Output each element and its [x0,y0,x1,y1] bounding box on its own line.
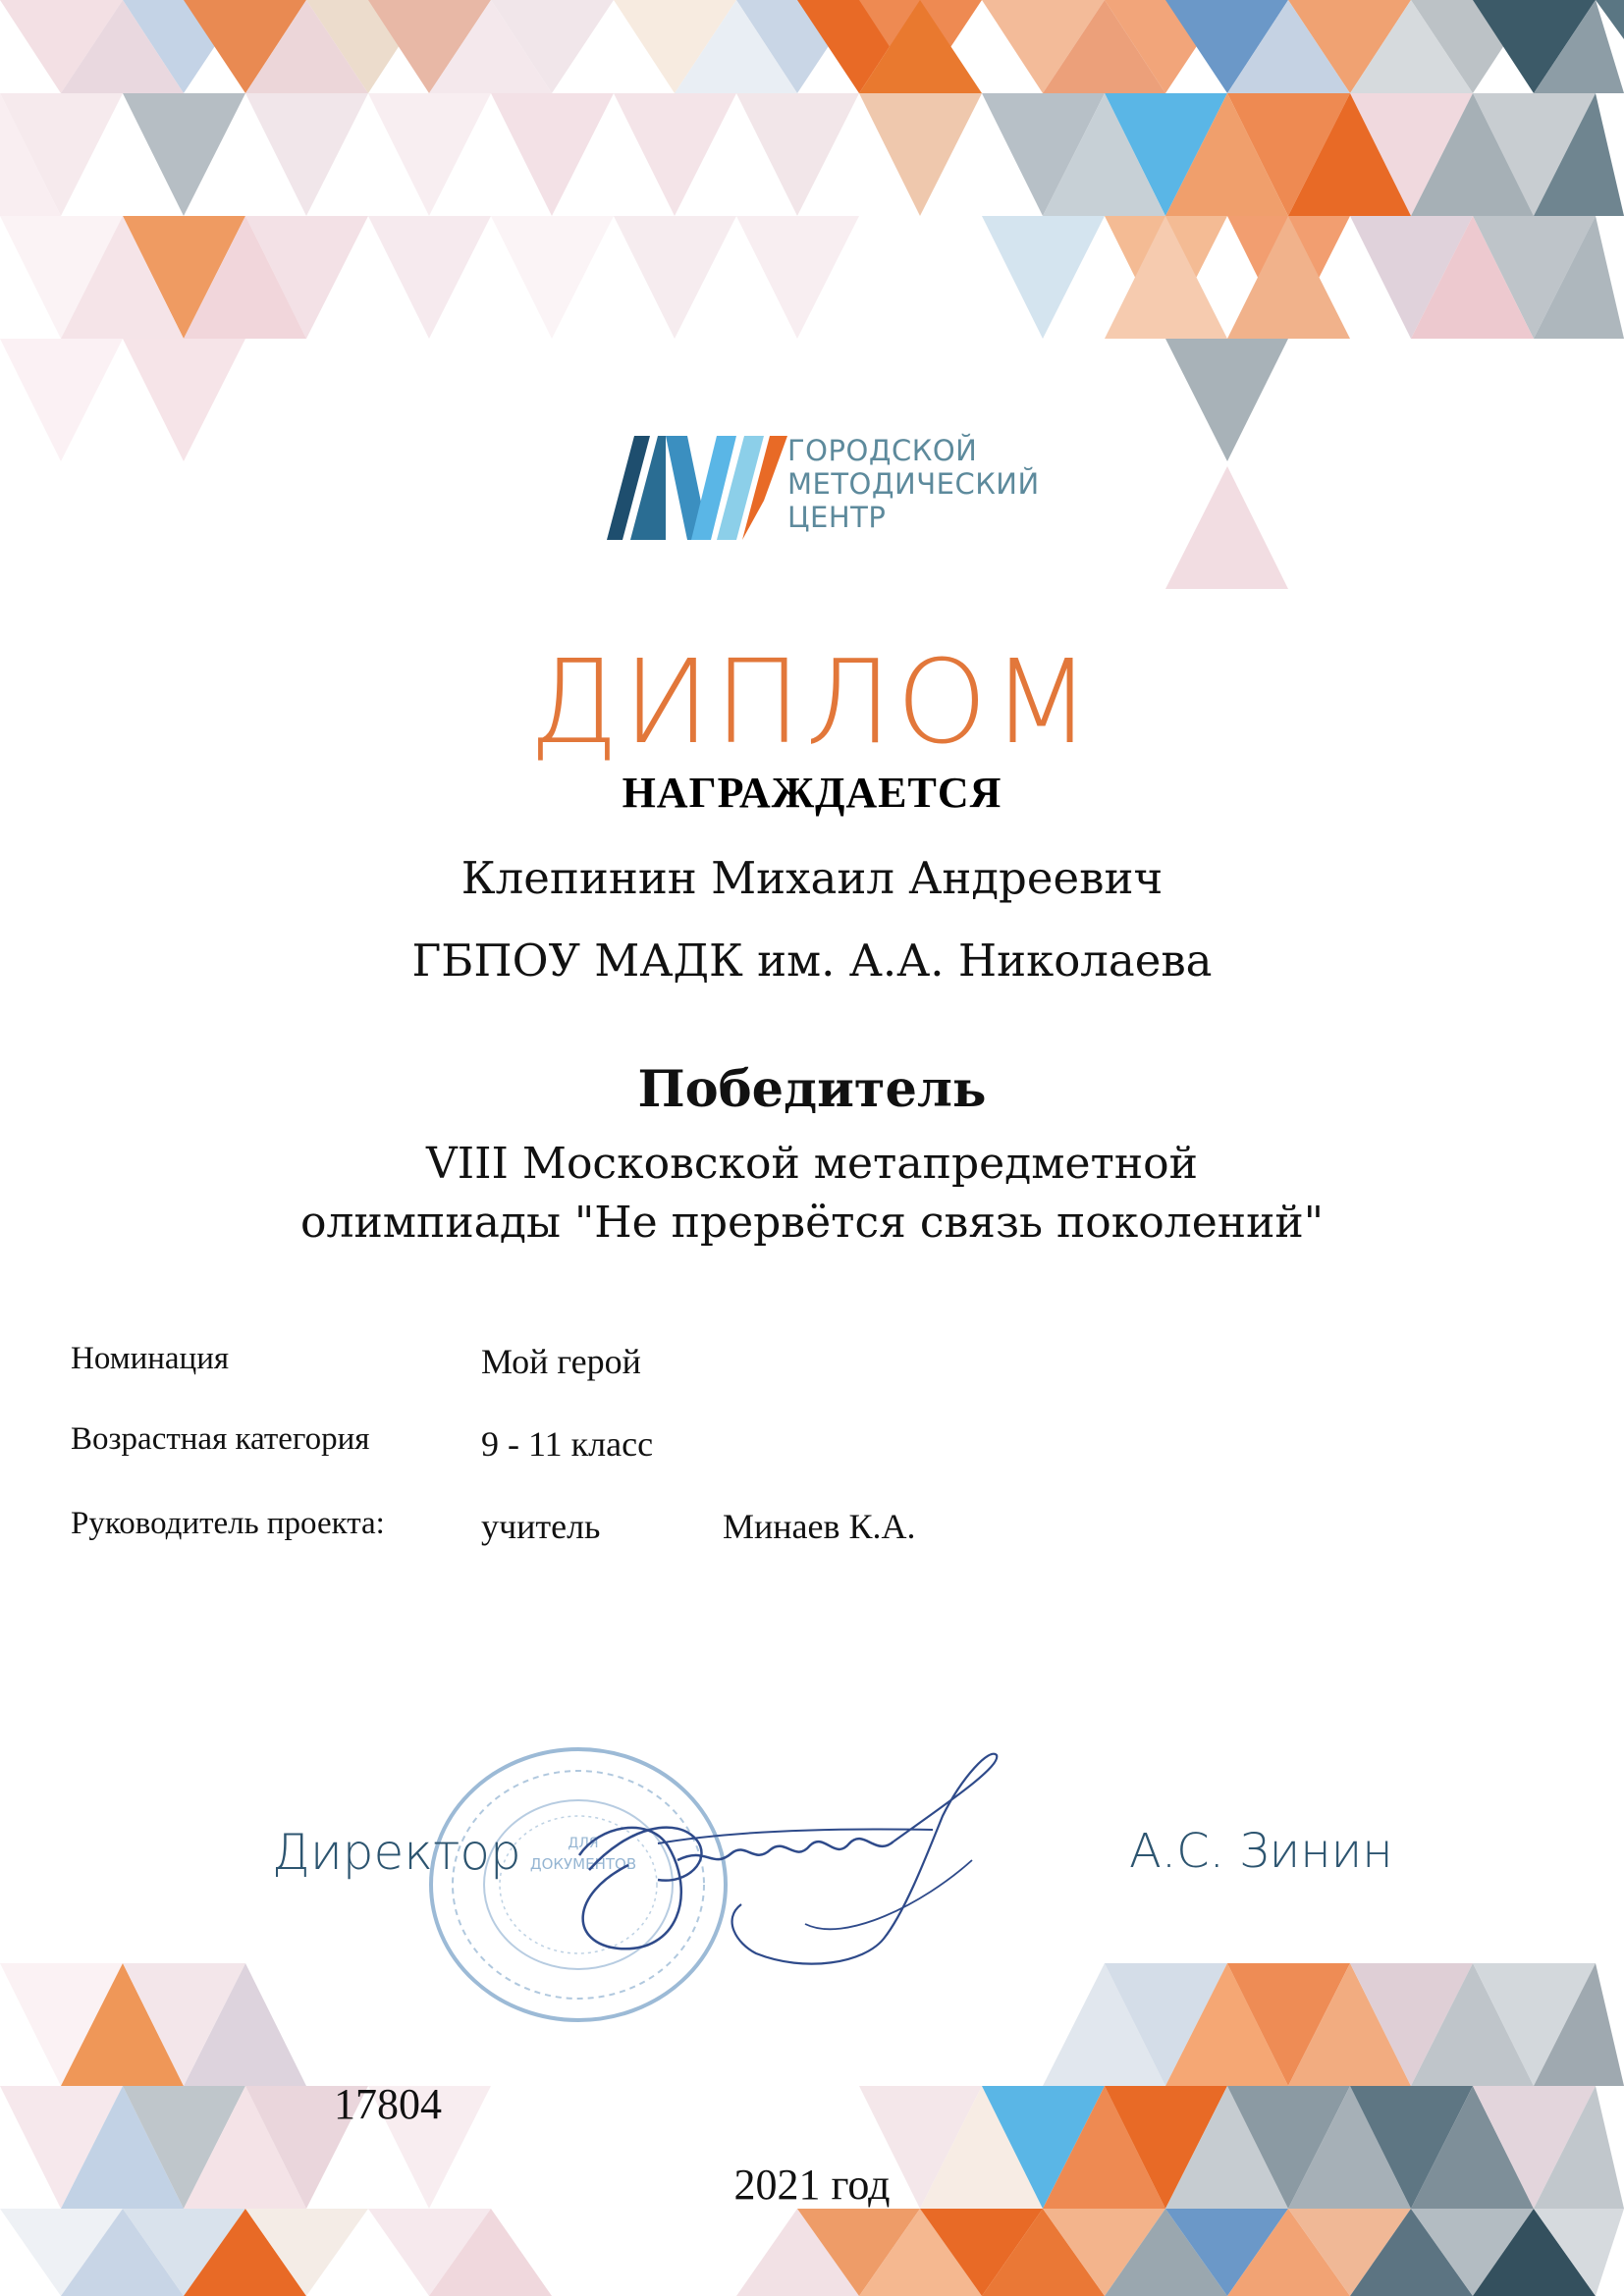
supervisor-name: Минаев К.А. [723,1507,916,1546]
supervisor-role: учитель [481,1507,601,1546]
diploma-number: 17804 [334,2080,442,2128]
age-category-value: 9 - 11 класс [481,1424,654,1464]
bottom-pattern [0,1963,1624,2296]
event-name-line-2: олимпиады "Не прервётся связь поколений" [300,1198,1324,1248]
stamp-text-bottom: ДОКУМЕНТОВ [529,1855,637,1873]
diploma-title: ДИПЛОМ [528,634,1096,770]
handwritten-signature [511,1747,1021,1983]
nomination-label: Номинация [71,1341,230,1376]
nomination-value: Мой герой [481,1342,641,1381]
recipient-name: Клепинин Михаил Андреевич [460,852,1164,904]
director-label: Директор [272,1824,521,1881]
diploma-year: 2021 год [733,2161,891,2209]
logo-line-3: ЦЕНТР [787,501,887,534]
stamp-text-top: ДЛЯ [568,1836,599,1851]
logo-wordmark [787,434,1040,534]
age-category-label: Возрастная категория [71,1421,370,1457]
recipient-organization: ГБПОУ МАДК им. А.А. Николаева [411,934,1213,987]
award-status: Победитель [637,1060,987,1119]
director-name: А.С. Зинин [1129,1824,1393,1879]
logo-line-1: ГОРОДСКОЙ [787,434,978,467]
logo-line-2: МЕТОДИЧЕСКИЙ [787,467,1040,501]
awarded-heading: НАГРАЖДАЕТСЯ [622,769,1002,817]
event-name-line-1: VIII Московской метапредметной [425,1139,1198,1189]
supervisor-label: Руководитель проекта: [71,1506,385,1541]
